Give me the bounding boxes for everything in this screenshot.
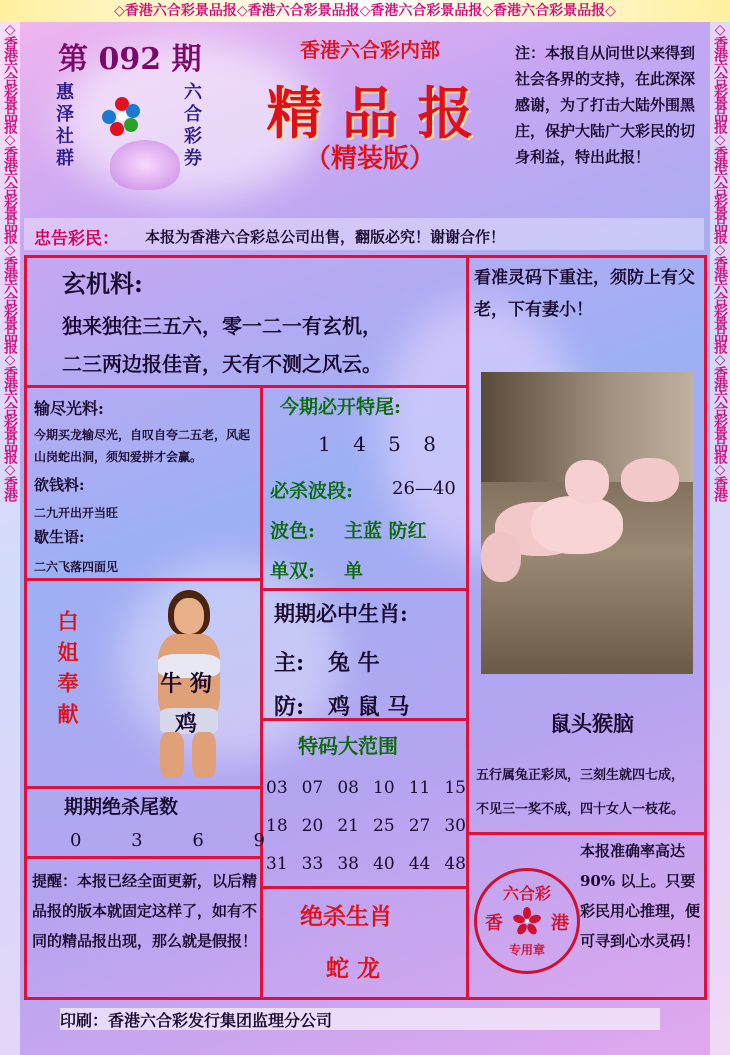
fanwei-number: 31 — [266, 854, 288, 874]
fanwei-number: 07 — [301, 778, 324, 798]
top-banner: ◇香港六合彩景品报◇香港六合彩景品报◇香港六合彩景品报◇香港六合彩景品报◇ — [0, 0, 730, 22]
fanwei-number: 18 — [266, 816, 288, 836]
footer: 印刷：香港六合彩发行集团监理分公司 — [60, 1008, 660, 1030]
reminder: 提醒：本报已经全面更新，以后精品报的版本就固定这样了，如有不同的精品报出现，那么就是假报！ — [32, 872, 258, 950]
qian-title: 欲钱料: — [34, 476, 85, 494]
side-banner-left: ◇香港六合彩景品报◇香港六合彩景品报◇香港六合彩景品报◇香港六合彩景品报◇香港 — [0, 22, 20, 1055]
page-title: 精 品 报 — [266, 81, 474, 147]
fanwei-number: 30 — [444, 816, 466, 836]
xie-text: 二六飞落四面见 — [34, 560, 119, 574]
tewei-numbers: 1 4 5 8 — [318, 432, 444, 456]
shutou-line-2: 不见三一奖不成，四十女人一枝花。 — [476, 802, 685, 817]
weishu-numbers: 0 3 6 9 — [70, 830, 287, 851]
stamp-top: 六合彩 — [502, 884, 551, 903]
weishu-title: 期期绝杀尾数 — [64, 796, 179, 818]
bauhinia-icon — [513, 907, 541, 935]
left-tag: 惠泽社群 — [53, 82, 74, 170]
bosha-value: 26—40 — [392, 478, 456, 499]
danshuang-label: 单双: — [270, 560, 316, 582]
fanwei-number: 44 — [408, 854, 431, 874]
warning-text: 本报为香港六合彩总公司出售，翻版必究！谢谢合作！ — [145, 228, 506, 246]
jueshashengxiao-title: 绝杀生肖 — [300, 903, 392, 930]
danshuang-value: 单 — [344, 560, 364, 582]
fanwei-number: 48 — [444, 854, 466, 874]
fanwei-grid — [266, 778, 466, 892]
fanwei-number: 25 — [373, 816, 395, 836]
xuanji-title: 玄机料: — [62, 269, 143, 298]
shengxiao-main-label: 主: — [274, 650, 305, 676]
xuanji-line-2: 二三两边报佳音，天有不测之风云。 — [62, 352, 382, 376]
fanwei-number: 40 — [373, 854, 395, 874]
stamp-right: 港 — [551, 913, 569, 934]
shengxiao-main-value: 兔 牛 — [328, 650, 380, 676]
xuanji-line-1: 独来独往三五六，零一二一有玄机， — [62, 314, 382, 338]
fanwei-number: 10 — [373, 778, 395, 798]
flower-decoration — [110, 140, 180, 190]
bosha-label: 必杀波段: — [270, 480, 354, 502]
tewei-title: 今期必开特尾: — [280, 396, 402, 418]
shujin-text: 今期买龙输尽光，自叹自夸二五老，风起山岗蛇出洞，须知爱拼才会赢。 — [34, 428, 251, 464]
jueshashengxiao-value: 蛇 龙 — [326, 955, 381, 982]
official-stamp — [474, 868, 580, 974]
edition: （精装版） — [304, 144, 435, 174]
shutou-title: 鼠头猴脑 — [550, 711, 634, 736]
issue-number: 第 092 期 — [58, 42, 202, 77]
bose-value: 主蓝 防红 — [344, 520, 427, 542]
bose-label: 波色: — [270, 520, 316, 542]
right-tag: 六合彩券 — [181, 82, 202, 170]
fanwei-row — [266, 816, 466, 854]
stamp-left: 香 — [485, 913, 503, 934]
xie-title: 歇生语: — [34, 528, 85, 546]
baijie-label: 白姐奉献 — [55, 610, 80, 734]
pigs-photo — [481, 372, 693, 674]
lottery-logo-icon — [100, 94, 144, 138]
fanwei-number: 11 — [408, 778, 431, 798]
publisher: 香港六合彩内部 — [300, 38, 440, 62]
proverb-top: 看准灵码下重注，须防上有父老，下有妻小！ — [474, 268, 695, 320]
shengxiao-fang-value: 鸡 鼠 马 — [328, 694, 410, 720]
fanwei-row — [266, 854, 466, 892]
accuracy-text: 本报准确率高达 90% 以上。只要彩民用心推理，便可寻到心水灵码！ — [580, 842, 701, 950]
fanwei-number: 38 — [337, 854, 359, 874]
shengxiao-fang-label: 防: — [274, 694, 305, 720]
fanwei-number: 15 — [444, 778, 466, 798]
shutou-line-1: 五行属兔正彩凤，三刻生就四七成， — [476, 768, 685, 783]
side-banner-right: ◇香港六合彩景品报◇香港六合彩景品报◇香港六合彩景品报◇香港六合彩景品报◇香港 — [710, 22, 730, 1055]
stamp-bottom: 专用章 — [508, 943, 545, 957]
fanwei-number: 27 — [408, 816, 431, 836]
fanwei-number: 33 — [301, 854, 324, 874]
fanwei-number: 03 — [266, 778, 288, 798]
notice: 注：本报自从问世以来得到社会各界的支持，在此深深感谢，为了打击大陆外围黑庄，保护大陆广大彩民的切身利益，特出此报！ — [515, 44, 696, 166]
fanwei-number: 21 — [337, 816, 359, 836]
shujin-title: 输尽光料: — [34, 399, 104, 418]
shengxiao-title: 期期必中生肖: — [274, 601, 408, 626]
fanwei-number: 08 — [337, 778, 359, 798]
fanwei-row — [266, 778, 466, 816]
baijie-zodiac: 牛 狗 鸡 — [160, 671, 212, 737]
warning-label: 忠告彩民： — [34, 229, 119, 249]
fanwei-title: 特码大范围 — [298, 734, 398, 758]
fanwei-number: 20 — [301, 816, 324, 836]
qian-text: 二九开出开当旺 — [34, 506, 119, 520]
